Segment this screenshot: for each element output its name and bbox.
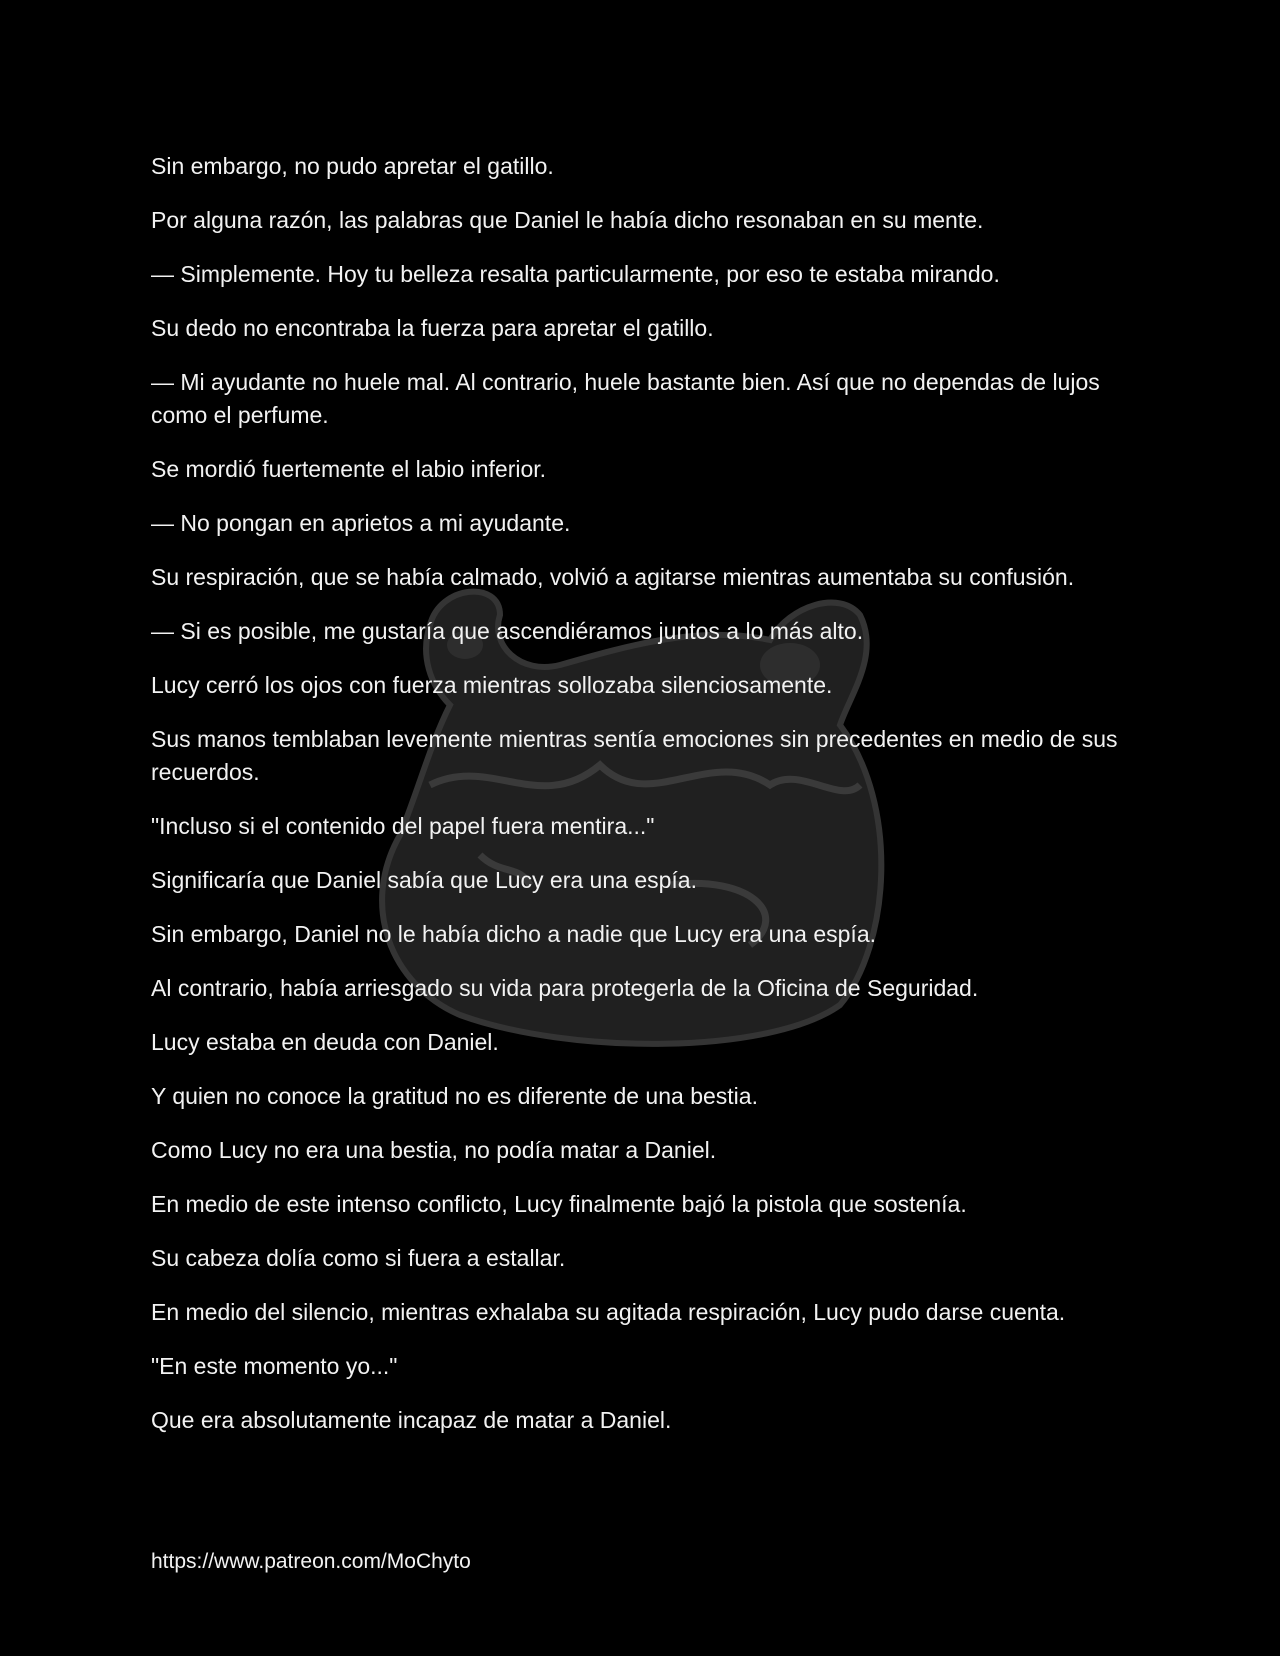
- paragraph: Que era absolutamente incapaz de matar a Daniel.: [151, 1407, 672, 1433]
- paragraph: Al contrario, había arriesgado su vida para protegerla de la Oficina de Seguridad.: [151, 975, 979, 1001]
- paragraph: En medio del silencio, mientras exhalaba su agitada respiración, Lucy pudo darse cuenta.: [151, 1299, 1066, 1325]
- paragraph: Su dedo no encontraba la fuerza para apretar el gatillo.: [151, 315, 714, 341]
- paragraph: — No pongan en aprietos a mi ayudante.: [151, 510, 571, 536]
- paragraph: — Simplemente. Hoy tu belleza resalta particularmente, por eso te estaba mirando.: [151, 261, 1000, 287]
- paragraph: Por alguna razón, las palabras que Daniel le había dicho resonaban en su mente.: [151, 207, 984, 233]
- paragraph: Lucy cerró los ojos con fuerza mientras sollozaba silenciosamente.: [151, 672, 833, 698]
- patreon-link[interactable]: https://www.patreon.com/MoChyto: [151, 1550, 471, 1573]
- paragraph: Sin embargo, no pudo apretar el gatillo.: [151, 153, 554, 179]
- paragraph: En medio de este intenso conflicto, Lucy finalmente bajó la pistola que sostenía.: [151, 1191, 967, 1217]
- paragraph: Y quien no conoce la gratitud no es diferente de una bestia.: [151, 1083, 758, 1109]
- paragraph: Significaría que Daniel sabía que Lucy era una espía.: [151, 867, 697, 893]
- paragraph: "En este momento yo...": [151, 1353, 398, 1379]
- paragraph: — Mi ayudante no huele mal. Al contrario, huele bastante bien. Así que no dependas de lujos como el perfume.: [151, 369, 1100, 428]
- paragraph: Sus manos temblaban levemente mientras sentía emociones sin precedentes en medio de sus recuerdos.: [151, 726, 1118, 785]
- paragraph: Se mordió fuertemente el labio inferior.: [151, 456, 547, 482]
- paragraph: "Incluso si el contenido del papel fuera mentira...": [151, 813, 655, 839]
- paragraph: Su cabeza dolía como si fuera a estallar.: [151, 1245, 566, 1271]
- paragraph: Su respiración, que se había calmado, volvió a agitarse mientras aumentaba su confusión.: [151, 564, 1075, 590]
- paragraph: Sin embargo, Daniel no le había dicho a nadie que Lucy era una espía.: [151, 921, 877, 947]
- paragraph: Como Lucy no era una bestia, no podía matar a Daniel.: [151, 1137, 717, 1163]
- paragraph: Lucy estaba en deuda con Daniel.: [151, 1029, 499, 1055]
- story-text: [151, 150, 1136, 1458]
- paragraph: — Si es posible, me gustaría que ascendiéramos juntos a lo más alto.: [151, 618, 864, 644]
